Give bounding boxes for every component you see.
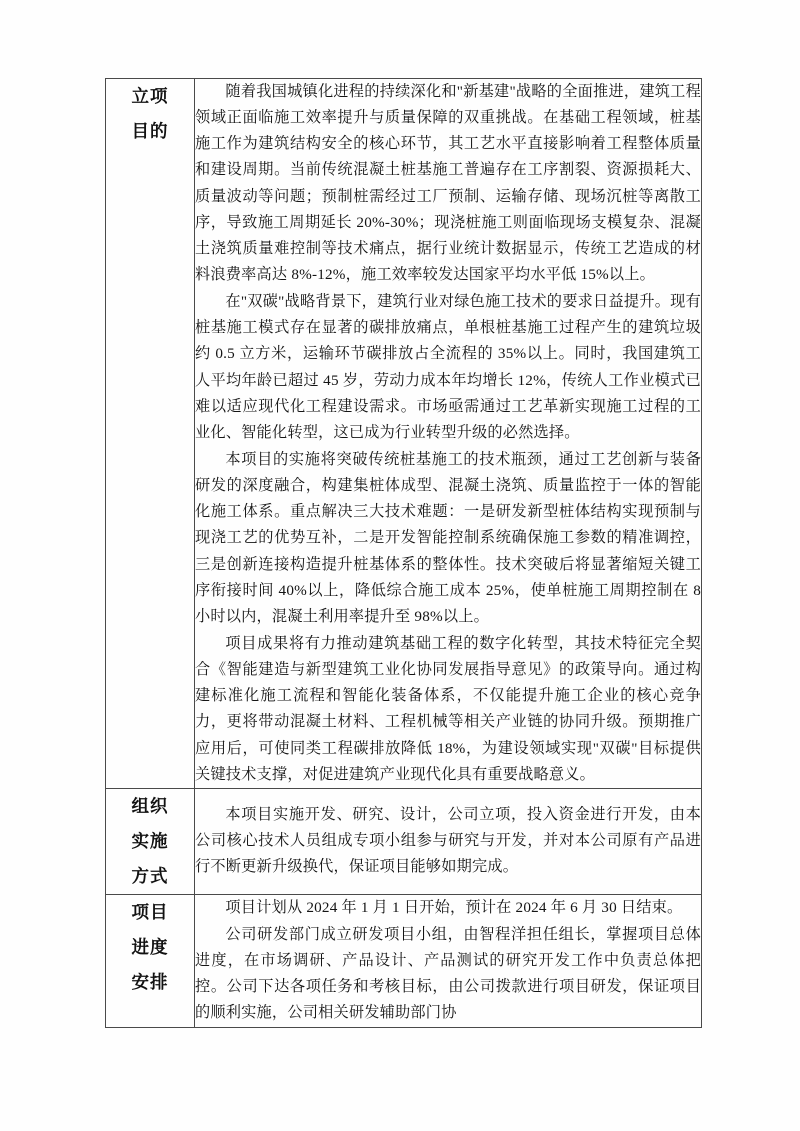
paragraph: 公司研发部门成立研发项目小组，由智程洋担任组长，掌握项目总体进度，在市场调研、产品设计、产品测试的研究开发工作中负责总体把控。公司下达各项任务和考核目标，由公司拨款进行项目研发，保证项目的顺利实施，公司相关研发辅助部门协: [195, 925, 701, 1022]
row-label-schedule: [106, 894, 195, 1027]
row-content-organization: [195, 788, 702, 894]
project-info-table: [105, 78, 702, 1028]
table-row: [106, 788, 702, 894]
paragraph: 随着我国城镇化进程的持续深化和"新基建"战略的全面推进，建筑工程领域正面临施工效率提升与质量保障的双重挑战。在基础工程领域，桩基施工作为建筑结构安全的核心环节，其工艺水平直接影响着工程整体质量和建设周期。当前传统混凝土桩基施工普遍存在工序割裂、资源损耗大、质量波动等问题；预制桩需经过工厂预制、运输存储、现场沉桩等离散工序，导致施工周期延长 20%-30%；现浇桩施工则面临现场支模复杂、混凝土浇筑质量难控制等技术痛点，据行业统计数据显示，传统工艺造成的材料浪费率高达 8%-12%，施工效率较发达国家平均水平低 15%以上。: [195, 83, 701, 283]
table-row: [106, 894, 702, 1027]
label-line: 组织: [131, 795, 169, 816]
paragraph: 项目成果将有力推动建筑基础工程的数字化转型，其技术特征完全契合《智能建造与新型建筑工业化协同发展指导意见》的政策导向。通过构建标准化施工流程和智能化装备体系，不仅能提升施工企业的核心竞争力，更将带动混凝土材料、工程机械等相关产业链的协同升级。预期推广应用后，可使同类工程碳排放降低 18%，为建设领域实现"双碳"目标提供关键技术支撑，对促进建筑产业现代化具有重要战略意义。: [195, 634, 701, 783]
label-line: 安排: [131, 971, 169, 992]
label-line: 立项: [131, 86, 169, 106]
paragraph: 项目计划从 2024 年 1 月 1 日开始，预计在 2024 年 6 月 30 日结束。: [225, 898, 683, 916]
paragraph: 本项目的实施将突破传统桩基施工的技术瓶颈，通过工艺创新与装备研发的深度融合，构建集桩体成型、混凝土浇筑、质量监控于一体的智能化施工体系。重点解决三大技术难题：一是研发新型桩体结构实现预制与现浇工艺的优势互补，二是开发智能控制系统确保施工参数的精准调控，三是创新连接构造提升桩基体系的整体性。技术突破后将显著缩短关键工序衔接时间 40%以上，降低综合施工成本 25%，使单桩施工周期控制在 8 小时以内，混凝土利用率提升至 98%以上。: [195, 450, 701, 625]
label-line: 目的: [131, 121, 169, 141]
row-content-purpose: [195, 79, 702, 789]
row-content-schedule: [195, 894, 702, 1027]
row-label-purpose: [106, 79, 195, 789]
label-line: 项目: [131, 901, 169, 922]
paragraph: 在"双碳"战略背景下，建筑行业对绿色施工技术的要求日益提升。现有桩基施工模式存在显著的碳排放痛点，单根桩基施工过程产生的建筑垃圾约 0.5 立方米，运输环节碳排放占全流程的 35%以上。同时，我国建筑工人平均年龄已超过 45 岁，劳动力成本年均增长 12%，传统人工作业模式已难以适应现代化工程建设需求。市场亟需通过工艺革新实现施工过程的工业化、智能化转型，这已成为行业转型升级的必然选择。: [195, 293, 701, 441]
row-label-organization: [106, 788, 195, 894]
table-row: [106, 79, 702, 789]
paragraph: 本项目实施开发、研究、设计，公司立项，投入资金进行开发，由本公司核心技术人员组成专项小组参与研究与开发，并对本公司原有产品进行不断更新升级换代，保证项目能够如期完成。: [195, 806, 701, 876]
label-line: 方式: [131, 865, 169, 886]
label-line: 进度: [131, 936, 169, 957]
label-line: 实施: [131, 830, 169, 851]
